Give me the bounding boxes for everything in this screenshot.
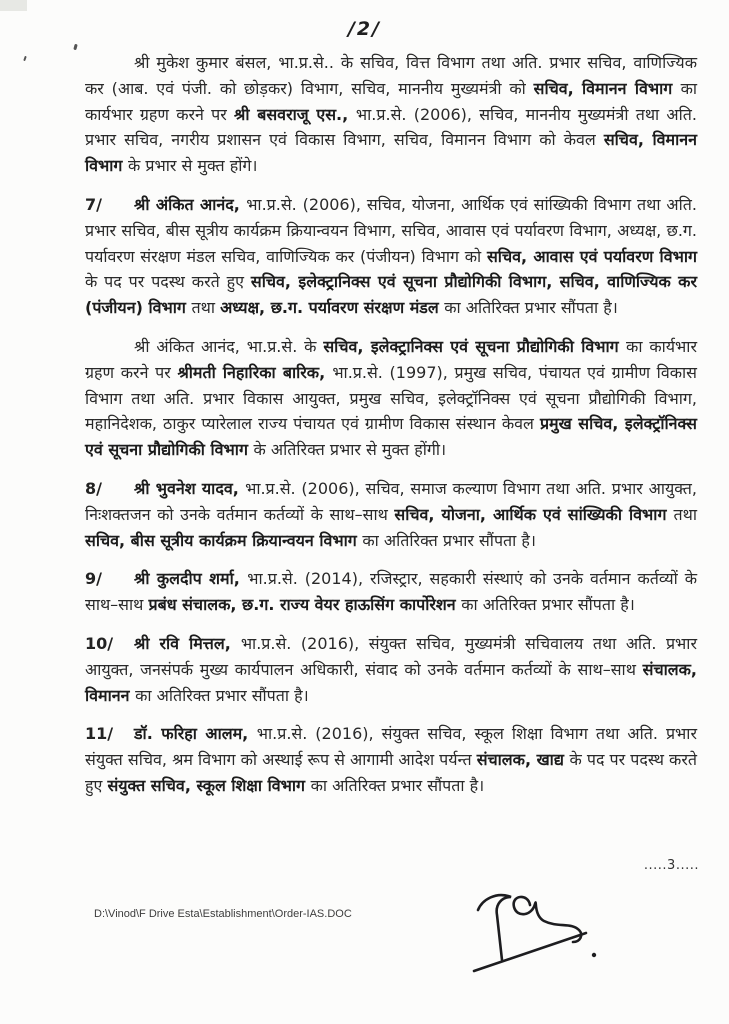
body-text: भा.प्र.से. (2014), रजिस्ट्रार, सहकारी संस्थाएं को उनके वर्तमान कर्तव्यों के साथ–साथ bbox=[85, 569, 697, 615]
emphasis-text: प्रमुख सचिव, इलेक्ट्रॉनिक्स एवं सूचना प्रौद्योगिकी विभाग bbox=[85, 414, 697, 460]
body-text: भा.प्र.से. (2016), संयुक्त सचिव, मुख्यमंत्री सचिवालय तथा अति. प्रभार आयुक्त, जनसंपर्क मुख्य कार्यपालन अधिकारी, संवाद को उनके वर्तमान कर्तव्यों के साथ–साथ bbox=[85, 633, 697, 679]
emphasis-text: अध्यक्ष, छ.ग. पर्यावरण संरक्षण मंडल bbox=[220, 298, 445, 318]
body-text: का अतिरिक्त प्रभार सौंपता है। bbox=[461, 595, 635, 615]
paragraph-number: 7/ bbox=[85, 194, 102, 214]
paragraph-text bbox=[85, 195, 697, 317]
paragraph-number: 10/ bbox=[85, 633, 114, 653]
body-text: श्री अंकित आनंद, भा.प्र.से. के bbox=[134, 336, 324, 356]
body-text: का अतिरिक्त प्रभार सौंपता है। bbox=[310, 775, 485, 795]
emphasis-text: सचिव, योजना, आर्थिक एवं सांख्यिकी विभाग bbox=[394, 504, 674, 524]
paragraph bbox=[85, 50, 697, 179]
body-text: तथा bbox=[673, 504, 697, 524]
emphasis-text: सचिव, विमानन विभाग bbox=[533, 78, 681, 98]
paragraph bbox=[85, 192, 697, 321]
continuation-marker: .....3..... bbox=[643, 858, 699, 873]
paragraph bbox=[85, 476, 697, 553]
emphasis-text: सचिव, आवास एवं पर्यावरण विभाग bbox=[486, 246, 697, 266]
emphasis-text: संचालक, विमानन bbox=[85, 659, 697, 705]
emphasis-text: श्री कुलदीप शर्मा, bbox=[134, 569, 248, 589]
body-text: के अतिरिक्त प्रभार से मुक्त होंगी। bbox=[253, 440, 447, 460]
emphasis-text: संयुक्त सचिव, स्कूल शिक्षा विभाग bbox=[107, 775, 311, 795]
paragraph-number: 9/ bbox=[85, 569, 102, 589]
paragraph-text bbox=[85, 479, 697, 550]
body-text: के प्रभार से मुक्त होंगे। bbox=[128, 156, 258, 176]
signature bbox=[466, 872, 616, 977]
scan-speck bbox=[23, 56, 27, 61]
paragraph bbox=[85, 631, 697, 708]
emphasis-text: सचिव, इलेक्ट्रानिक्स एवं सूचना प्रौद्योगिकी विभाग, सचिव, वाणिज्यिक कर (पंजीयन) विभाग bbox=[85, 272, 697, 318]
body-text: के पद पर पदस्थ करते हुए bbox=[85, 750, 698, 795]
signature-stroke-diagonal bbox=[474, 933, 586, 971]
body-text: के पद पर पदस्थ करते हुए bbox=[85, 272, 251, 292]
emphasis-text: संचालक, खाद्य bbox=[476, 750, 570, 770]
paragraph bbox=[85, 721, 697, 798]
body-text: भा.प्र.से. (2006), सचिव, समाज कल्याण विभाग तथा अति. प्रभार आयुक्त, निःशक्तजन को उनके वर्तमान कर्तव्यों के साथ–साथ bbox=[85, 478, 698, 524]
emphasis-text: सचिव, इलेक्ट्रानिक्स एवं सूचना प्रौद्योगिकी विभाग bbox=[323, 336, 627, 356]
scan-speck bbox=[73, 44, 77, 51]
paragraph-text bbox=[85, 724, 697, 795]
signature-stroke-loop bbox=[514, 897, 582, 942]
paragraph-number: 8/ bbox=[85, 478, 102, 498]
body-text: का अतिरिक्त प्रभार सौंपता है। bbox=[362, 530, 536, 550]
body-text: का कार्यभार ग्रहण करने पर bbox=[85, 336, 697, 382]
body-text: श्री मुकेश कुमार बंसल, भा.प्र.से.. के सचिव, वित्त विभाग तथा अति. प्रभार सचिव, वाणिज्यिक कर (आब. एवं पंजी. को छोड़कर) विभाग, सचिव, माननीय मुख्यमंत्री को bbox=[85, 53, 697, 98]
body-text: भा.प्र.से. (2006), सचिव, योजना, आर्थिक एवं सांख्यिकी विभाग तथा अति. प्रभार सचिव, बीस सूत्रीय कार्यक्रम क्रियान्वयन विभाग, सचिव, आवास एवं पर्यावरण विभाग, अध्यक्ष, छ.ग. पर्यावरण संरक्षण मंडल सचिव, वाणिज्यिक कर (पंजीयन) विभाग को bbox=[85, 194, 698, 266]
body-text: का कार्यभार ग्रहण करने पर bbox=[85, 78, 697, 124]
emphasis-text: श्री बसवराजू एस., bbox=[234, 104, 356, 124]
body-text: का अतिरिक्त प्रभार सौंपता है। bbox=[135, 685, 309, 705]
signature-stroke-hook bbox=[478, 895, 511, 960]
page-number: /2/ bbox=[347, 18, 382, 40]
scan-edge-artifact bbox=[0, 0, 27, 11]
emphasis-text: श्री अंकित आनंद, bbox=[134, 194, 247, 214]
paragraph bbox=[85, 566, 697, 618]
paragraph-text bbox=[85, 337, 697, 459]
paragraph-text bbox=[85, 634, 697, 705]
emphasis-text: श्री रवि मित्तल, bbox=[134, 633, 241, 653]
signature-dot bbox=[592, 953, 596, 957]
emphasis-text: सचिव, विमानन विभाग bbox=[85, 130, 697, 176]
document-body bbox=[85, 50, 697, 812]
body-text: भा.प्र.से. (2006), सचिव, माननीय मुख्यमंत्री तथा अति. प्रभार सचिव, नगरीय प्रशासन एवं विकास विभाग, सचिव, विमानन विभाग को केवल bbox=[85, 104, 697, 150]
paragraph-text bbox=[85, 53, 697, 175]
paragraph bbox=[85, 334, 697, 463]
body-text: भा.प्र.से. (1997), प्रमुख सचिव, पंचायत एवं ग्रामीण विकास विभाग तथा अति. प्रभार विकास आयुक्त, प्रमुख सचिव, इलेक्ट्रॉनिक्स एवं सूचना प्रौद्योगिकी विभाग, महानिदेशक, ठाकुर प्यारेलाल राज्य पंचायत एवं ग्रामीण विकास संस्थान केवल bbox=[85, 362, 697, 434]
body-text: तथा bbox=[191, 298, 221, 318]
body-text: भा.प्र.से. (2016), संयुक्त सचिव, स्कूल शिक्षा विभाग तथा अति. प्रभार संयुक्त सचिव, श्रम विभाग को अस्थाई रूप से आगामी आदेश पर्यन्त bbox=[85, 724, 697, 770]
paragraph-number: 11/ bbox=[85, 724, 114, 744]
paragraph-text bbox=[85, 569, 697, 614]
emphasis-text: डॉ. फरिहा आलम, bbox=[134, 724, 257, 744]
emphasis-text: श्रीमती निहारिका बारिक, bbox=[177, 362, 333, 382]
emphasis-text: सचिव, बीस सूत्रीय कार्यक्रम क्रियान्वयन विभाग bbox=[85, 530, 363, 550]
emphasis-text: प्रबंध संचालक, छ.ग. राज्य वेयर हाऊसिंग कार्पोरेशन bbox=[148, 595, 462, 615]
body-text: का अतिरिक्त प्रभार सौंपता है। bbox=[444, 298, 618, 318]
emphasis-text: श्री भुवनेश यादव, bbox=[134, 478, 246, 498]
file-path: D:\Vinod\F Drive Esta\Establishment\Order-IAS.DOC bbox=[94, 908, 352, 920]
